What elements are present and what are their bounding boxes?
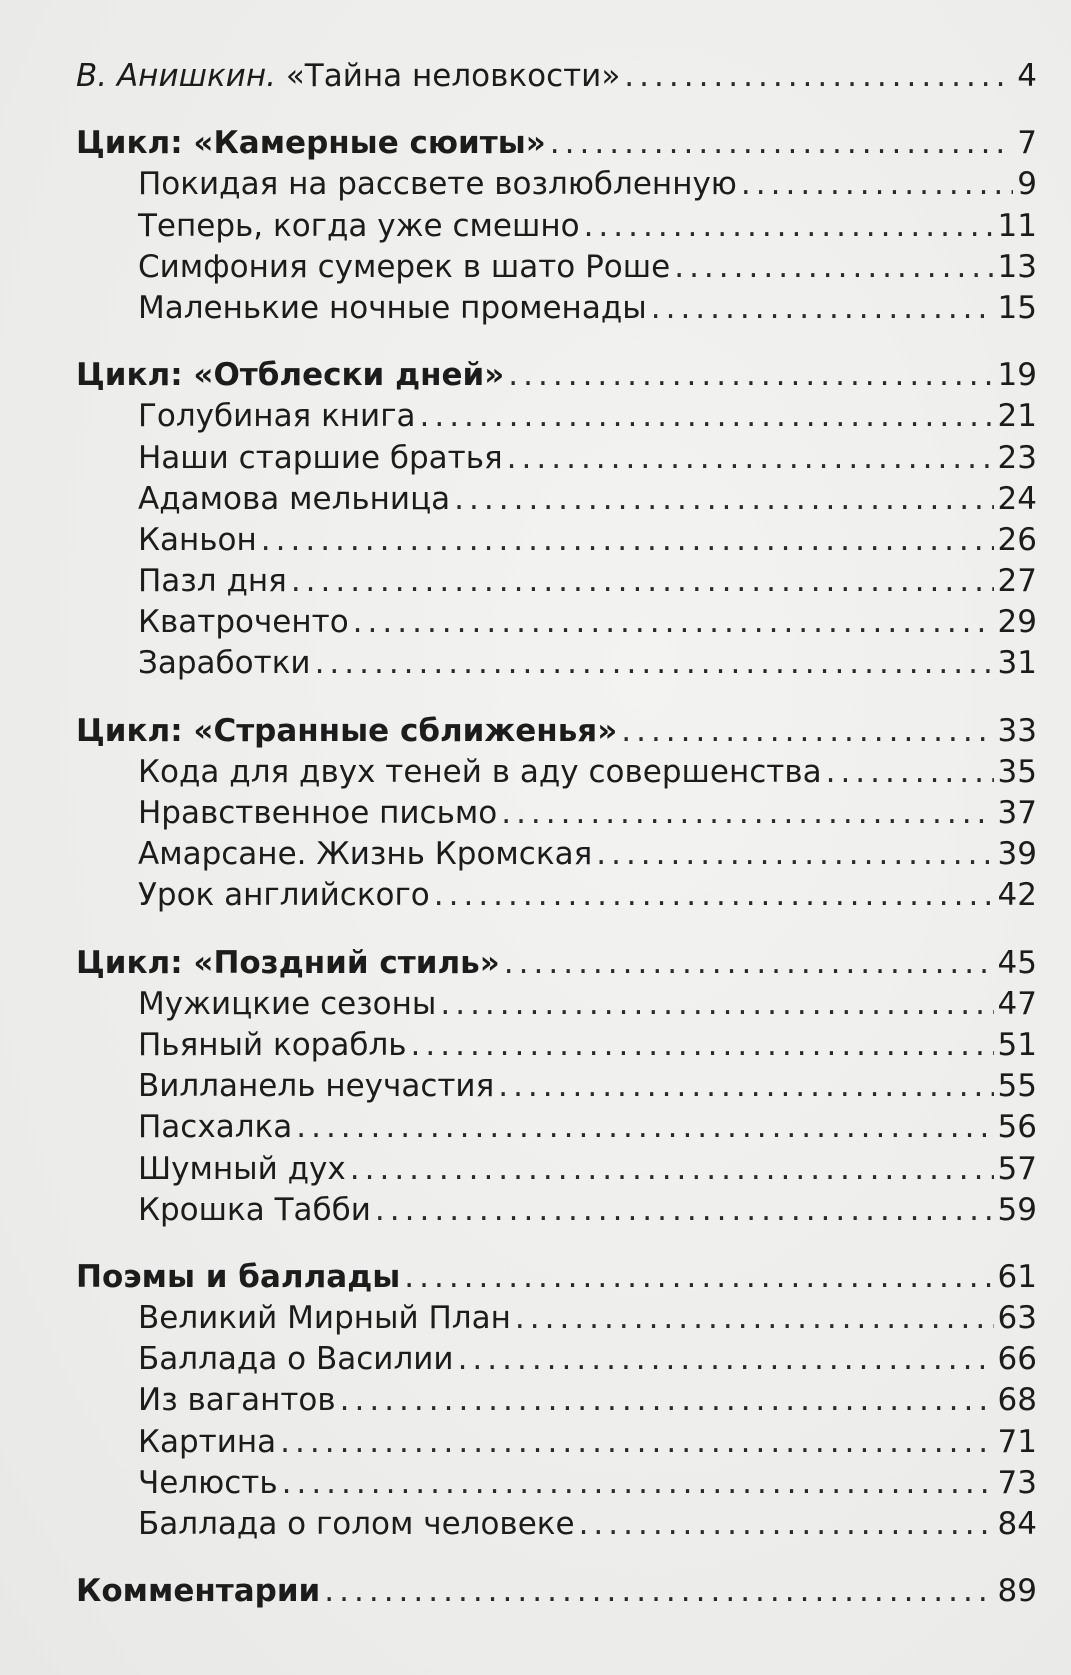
dot-leader xyxy=(596,834,993,875)
dot-leader xyxy=(420,396,994,437)
toc-entry-title: Пасхалка xyxy=(138,1109,293,1146)
dot-leader xyxy=(501,793,993,834)
toc-entry xyxy=(76,396,1037,437)
dot-leader xyxy=(624,56,1013,97)
dot-leader xyxy=(651,288,994,329)
toc-entry xyxy=(76,1298,1037,1339)
dot-leader xyxy=(261,520,994,561)
dot-leader xyxy=(340,1380,994,1421)
toc-section-title: Цикл: «Странные сближенья» xyxy=(76,712,618,749)
toc-entry xyxy=(76,288,1037,329)
toc-page-number: 31 xyxy=(997,645,1037,682)
toc-page-number: 66 xyxy=(997,1341,1037,1378)
dot-leader xyxy=(404,1257,993,1298)
dot-leader xyxy=(584,206,994,247)
toc-entry xyxy=(76,1339,1037,1380)
toc-entry-title: Нравственное письмо xyxy=(138,795,498,831)
toc-section-pozdniy-stil xyxy=(76,943,1037,1231)
dot-leader xyxy=(434,875,994,916)
toc-section-heading xyxy=(76,943,1037,984)
toc-entry-title: Урок английского xyxy=(138,877,430,914)
toc-section-title: Поэмы и баллады xyxy=(76,1258,401,1295)
toc-page-number: 11 xyxy=(997,207,1037,244)
toc-entry-title: Кода для двух теней в аду совершенства xyxy=(138,753,822,790)
toc-page-number: 47 xyxy=(997,985,1037,1022)
toc-page-number: 42 xyxy=(997,877,1037,914)
toc-entry xyxy=(76,1463,1037,1504)
toc-page-number: 7 xyxy=(1017,125,1037,162)
toc-intro xyxy=(76,56,1037,97)
toc-page-number: 27 xyxy=(997,563,1037,600)
toc-entry-title: Баллада о голом человеке xyxy=(138,1506,575,1542)
toc-entry-title: Великий Мирный План xyxy=(138,1300,511,1337)
toc-page-number: 71 xyxy=(997,1423,1037,1460)
dot-leader xyxy=(826,752,994,793)
toc-entry-title: Пьяный корабль xyxy=(138,1026,407,1063)
toc-page-number: 37 xyxy=(997,795,1037,831)
toc-section-title: Цикл: «Камерные сюиты» xyxy=(76,125,546,162)
toc-page-number: 29 xyxy=(997,604,1037,641)
toc-page-number: 39 xyxy=(997,836,1037,873)
toc-entry-title: Теперь, когда уже смешно xyxy=(138,207,580,244)
toc-page-number: 61 xyxy=(997,1258,1037,1295)
toc-entry-title: Адамова мельница xyxy=(138,480,451,517)
toc-page-number: 56 xyxy=(997,1109,1037,1146)
toc-section-title: Цикл: «Поздний стиль» xyxy=(76,944,500,981)
toc-page-number: 68 xyxy=(997,1382,1037,1419)
dot-leader xyxy=(375,1190,994,1231)
dot-leader xyxy=(350,1149,994,1190)
toc-section-heading xyxy=(76,355,1037,396)
dot-leader xyxy=(324,1571,993,1612)
toc-page-number: 33 xyxy=(997,712,1037,749)
toc-entry-title: Покидая на рассвете возлюбленную xyxy=(138,166,737,203)
toc-section-otbleski-dney xyxy=(76,355,1037,685)
toc-page-number: 13 xyxy=(997,248,1037,285)
toc-entry xyxy=(76,247,1037,288)
dot-leader xyxy=(458,1339,994,1380)
toc-page-number: 57 xyxy=(997,1150,1037,1187)
dot-leader xyxy=(296,1107,993,1148)
toc-entry xyxy=(76,1066,1037,1107)
toc-entry-title: Заработки xyxy=(138,645,311,682)
dot-leader xyxy=(508,355,993,396)
toc-entry xyxy=(76,164,1037,205)
toc-page-number: 73 xyxy=(997,1464,1037,1501)
toc-entry-title: Мужицкие сезоны xyxy=(138,985,437,1022)
toc-page-number: 55 xyxy=(997,1068,1037,1105)
toc-entry xyxy=(76,438,1037,479)
dot-leader xyxy=(315,643,994,684)
dot-leader xyxy=(498,1066,993,1107)
toc-entry-title: Крошка Табби xyxy=(138,1191,371,1228)
toc-entry xyxy=(76,1107,1037,1148)
toc-entry-title: Баллада о Василии xyxy=(138,1341,454,1378)
toc-entry xyxy=(76,602,1037,643)
toc-entry xyxy=(76,643,1037,684)
dot-leader xyxy=(353,602,994,643)
toc-section-heading xyxy=(76,1257,1037,1298)
toc-entry xyxy=(76,1149,1037,1190)
toc-page-number: 15 xyxy=(997,289,1037,326)
toc-entry xyxy=(76,561,1037,602)
toc-entry-title: Голубиная книга xyxy=(138,398,416,435)
toc-entry xyxy=(76,984,1037,1025)
toc-entry-title: Симфония сумерек в шато Роше xyxy=(138,248,671,285)
toc-page-number: 51 xyxy=(997,1026,1037,1063)
toc-page-number: 4 xyxy=(1017,58,1037,94)
toc-entry-title: Наши старшие братья xyxy=(138,439,503,476)
toc-entry xyxy=(76,834,1037,875)
toc-section-poemy-i-ballady xyxy=(76,1257,1037,1545)
dot-leader xyxy=(504,943,994,984)
dot-leader xyxy=(621,711,993,752)
dot-leader xyxy=(550,123,1013,164)
toc-entry xyxy=(76,1422,1037,1463)
toc-section-heading xyxy=(76,711,1037,752)
toc-entry-title: Каньон xyxy=(138,521,257,558)
dot-leader xyxy=(454,479,993,520)
toc-entry-title: Кватроченто xyxy=(138,604,349,641)
dot-leader xyxy=(440,984,993,1025)
toc-page-number: 26 xyxy=(997,521,1037,558)
toc-page-number: 19 xyxy=(997,357,1037,394)
toc-entry-title: Шумный дух xyxy=(138,1150,346,1187)
toc-entry-title: Амарсане. Жизнь Кромская xyxy=(138,836,593,873)
toc-entry-title: Пазл дня xyxy=(138,563,287,600)
toc-entry xyxy=(76,1190,1037,1231)
toc-page-number: 9 xyxy=(1017,166,1037,203)
toc-entry xyxy=(76,479,1037,520)
toc-entry-title: Маленькие ночные променады xyxy=(138,289,647,326)
dot-leader xyxy=(741,164,1013,205)
toc-entry xyxy=(76,1380,1037,1421)
toc-page-number: 89 xyxy=(997,1573,1037,1610)
toc-entry-title: Вилланель неучастия xyxy=(138,1068,495,1105)
dot-leader xyxy=(291,561,994,602)
toc-section-heading xyxy=(76,123,1037,164)
toc-entry-author: В. Анишкин. xyxy=(76,58,276,94)
toc-page-number: 35 xyxy=(997,753,1037,790)
toc-section-strannye-sblizhenya xyxy=(76,711,1037,917)
toc-entry xyxy=(76,1504,1037,1545)
toc-entry-title: Картина xyxy=(138,1423,277,1460)
toc-entry xyxy=(76,875,1037,916)
toc-page-number: 45 xyxy=(997,944,1037,981)
toc-page-number: 63 xyxy=(997,1300,1037,1337)
toc-entry-title: Челюсть xyxy=(138,1464,278,1501)
toc-entry xyxy=(76,1025,1037,1066)
dot-leader xyxy=(515,1298,994,1339)
toc-entry-intro xyxy=(76,56,1037,97)
toc-page-number: 23 xyxy=(997,439,1037,476)
toc-page-number: 21 xyxy=(997,398,1037,435)
toc-section-title: Цикл: «Отблески дней» xyxy=(76,357,505,394)
toc-entry xyxy=(76,206,1037,247)
toc-page-number: 59 xyxy=(997,1191,1037,1228)
toc-page-number: 24 xyxy=(997,480,1037,517)
toc-section-kamernye-syuity xyxy=(76,123,1037,329)
toc-entry-title-text: «Тайна неловкости» xyxy=(285,58,621,94)
dot-leader xyxy=(411,1025,994,1066)
toc-page-number: 84 xyxy=(997,1506,1037,1542)
table-of-contents xyxy=(76,56,1037,1638)
toc-section-title: Комментарии xyxy=(76,1573,321,1610)
toc-section-kommentarii xyxy=(76,1571,1037,1612)
toc-entry xyxy=(76,793,1037,834)
dot-leader xyxy=(280,1422,993,1463)
dot-leader xyxy=(579,1504,994,1545)
dot-leader xyxy=(674,247,993,288)
dot-leader xyxy=(282,1463,994,1504)
toc-entry xyxy=(76,752,1037,793)
toc-section-heading xyxy=(76,1571,1037,1612)
toc-entry-title: Из вагантов xyxy=(138,1382,336,1419)
toc-entry-title xyxy=(76,56,620,97)
dot-leader xyxy=(507,438,994,479)
toc-entry xyxy=(76,520,1037,561)
